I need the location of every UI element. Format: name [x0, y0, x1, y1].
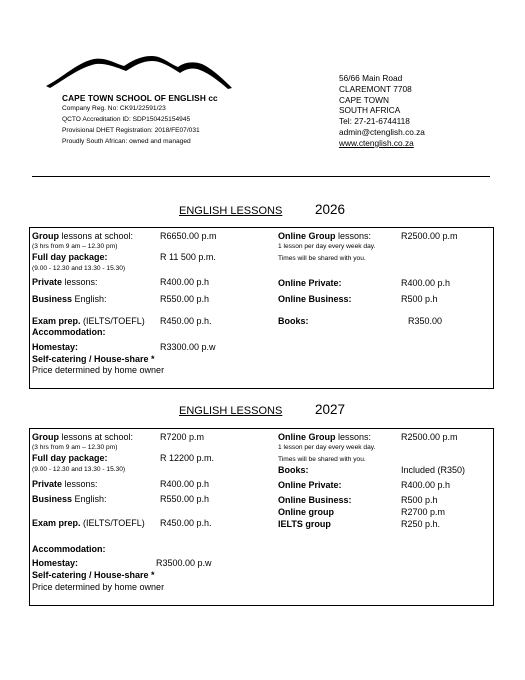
online-group-note-2: Times will be shared with you.	[278, 456, 366, 463]
accommodation-label: Accommodation:	[32, 327, 106, 337]
business-english-label	[32, 294, 107, 304]
address-city: CAPE TOWN	[339, 95, 389, 105]
exam-rest: (IELTS/TOEFL)	[80, 316, 145, 326]
full-day-hours: (9.00 - 12.30 and 13.30 - 15.30)	[32, 265, 126, 272]
school-logo-mountain	[44, 52, 234, 92]
business-english-price: R550.00 p.h	[160, 294, 210, 304]
private-lessons-price: R400.00 p.h	[160, 479, 210, 489]
online-group-rest: lessons:	[335, 231, 372, 241]
private-lessons-label	[32, 277, 98, 287]
exam-bold: Exam prep.	[32, 518, 81, 528]
address-country: SOUTH AFRICA	[339, 105, 401, 115]
private-rest: lessons:	[62, 479, 98, 489]
group-lessons-price: R7200 p.m	[160, 432, 205, 442]
business-english-price: R550.00 p.h	[160, 494, 210, 504]
email-link[interactable]: admin@ctenglish.co.za	[339, 127, 425, 137]
header-divider	[32, 176, 490, 177]
online-private-price: R400.00 p.h	[401, 278, 451, 288]
website-link[interactable]: www.ctenglish.co.za	[339, 138, 414, 148]
exam-prep-label	[32, 518, 145, 528]
qcto-accreditation: QCTO Accreditation ID: SDP150425154945	[62, 116, 191, 123]
full-day-price: R 12200 p.m.	[160, 453, 215, 463]
business-english-label	[32, 494, 107, 504]
address-suburb: CLAREMONT 7708	[339, 84, 412, 94]
homestay-price: R3300.00 p.w	[160, 342, 216, 352]
business-rest: English:	[72, 494, 107, 504]
books-label: Books:	[278, 316, 309, 326]
dhet-registration: Provisional DHET Registration: 2018/FE07/031	[62, 127, 200, 134]
online-group-2-label: Online group	[278, 507, 334, 517]
homestay-label: Homestay:	[32, 342, 79, 352]
full-day-hours: (9.00 - 12.30 and 13.30 - 15.30)	[32, 466, 126, 473]
telephone: Tel: 27-21-6744118	[339, 116, 410, 126]
group-bold: Group	[32, 432, 59, 442]
group-hours: (3 hrs from 9 am – 12.30 pm)	[32, 243, 118, 250]
private-lessons-price: R400.00 p.h	[160, 277, 210, 287]
private-bold: Private	[32, 479, 63, 489]
heading-english-lessons-2026: ENGLISH LESSONS	[179, 205, 283, 217]
full-day-label: Full day package:	[32, 453, 108, 463]
exam-prep-price: R450.00 p.h.	[160, 316, 212, 326]
online-group-rest: lessons:	[335, 432, 372, 442]
private-lessons-label	[32, 479, 98, 489]
books-price: Included (R350)	[401, 465, 466, 475]
books-label: Books:	[278, 465, 309, 475]
online-group-note-1: 1 lesson per day every week day.	[278, 444, 376, 451]
heading-english-lessons-2027: ENGLISH LESSONS	[179, 405, 283, 417]
online-private-label: Online Private:	[278, 278, 342, 288]
online-private-label: Online Private:	[278, 480, 342, 490]
exam-bold: Exam prep.	[32, 316, 81, 326]
group-rest: lessons at school:	[59, 231, 134, 241]
online-group-bold: Online Group	[278, 231, 336, 241]
online-group-label	[278, 432, 371, 442]
group-rest: lessons at school:	[59, 432, 134, 442]
accommodation-label: Accommodation:	[32, 544, 106, 554]
online-group-price: R2500.00 p.m	[401, 231, 458, 241]
company-reg: Company Reg. No: CK91/22591/23	[62, 105, 166, 112]
full-day-price: R 11 500 p.m.	[160, 252, 216, 262]
online-group-note-1: 1 lesson per day every week day.	[278, 243, 376, 250]
full-day-label: Full day package:	[32, 252, 108, 262]
ielts-group-label: IELTS group	[278, 519, 331, 529]
group-lessons-label	[32, 432, 133, 442]
online-group-2-price: R2700 p.m	[401, 507, 446, 517]
exam-prep-price: R450.00 p.h.	[160, 518, 212, 528]
group-lessons-price: R6650.00 p.m	[160, 231, 217, 241]
exam-prep-label	[32, 316, 145, 326]
price-box-2026	[29, 227, 494, 389]
homestay-label: Homestay:	[32, 558, 79, 568]
group-hours: (3 hrs from 9 am – 12.30 pm)	[32, 444, 118, 451]
online-business-price: R500 p.h	[401, 495, 438, 505]
address-street: 56/66 Main Road	[339, 73, 403, 83]
online-private-price: R400.00 p.h	[401, 480, 451, 490]
books-price: R350.00	[408, 316, 443, 326]
online-group-price: R2500.00 p.m	[401, 432, 458, 442]
price-note: Price determined by home owner	[32, 365, 165, 375]
online-group-bold: Online Group	[278, 432, 336, 442]
price-note: Price determined by home owner	[32, 582, 165, 592]
private-bold: Private	[32, 277, 63, 287]
business-rest: English:	[72, 294, 107, 304]
homestay-price: R3500.00 p.w	[156, 558, 212, 568]
year-2026: 2026	[315, 202, 346, 217]
year-2027: 2027	[315, 402, 346, 417]
exam-rest: (IELTS/TOEFL)	[80, 518, 145, 528]
group-lessons-label	[32, 231, 133, 241]
price-box-2027	[29, 428, 494, 606]
proudly-south-african: Proudly South African: owned and managed	[62, 138, 191, 145]
online-business-label: Online Business:	[278, 495, 352, 505]
ielts-group-price: R250 p.h.	[401, 519, 441, 529]
online-business-label: Online Business:	[278, 294, 352, 304]
self-catering-label: Self-catering / House-share *	[32, 570, 155, 580]
business-bold: Business	[32, 294, 73, 304]
private-rest: lessons:	[62, 277, 98, 287]
online-group-label	[278, 231, 371, 241]
online-business-price: R500 p.h	[401, 294, 438, 304]
business-bold: Business	[32, 494, 73, 504]
online-group-note-2: Times will be shared with you.	[278, 255, 366, 262]
self-catering-label: Self-catering / House-share *	[32, 354, 155, 364]
group-bold: Group	[32, 231, 59, 241]
school-name: CAPE TOWN SCHOOL OF ENGLISH cc	[62, 93, 218, 103]
